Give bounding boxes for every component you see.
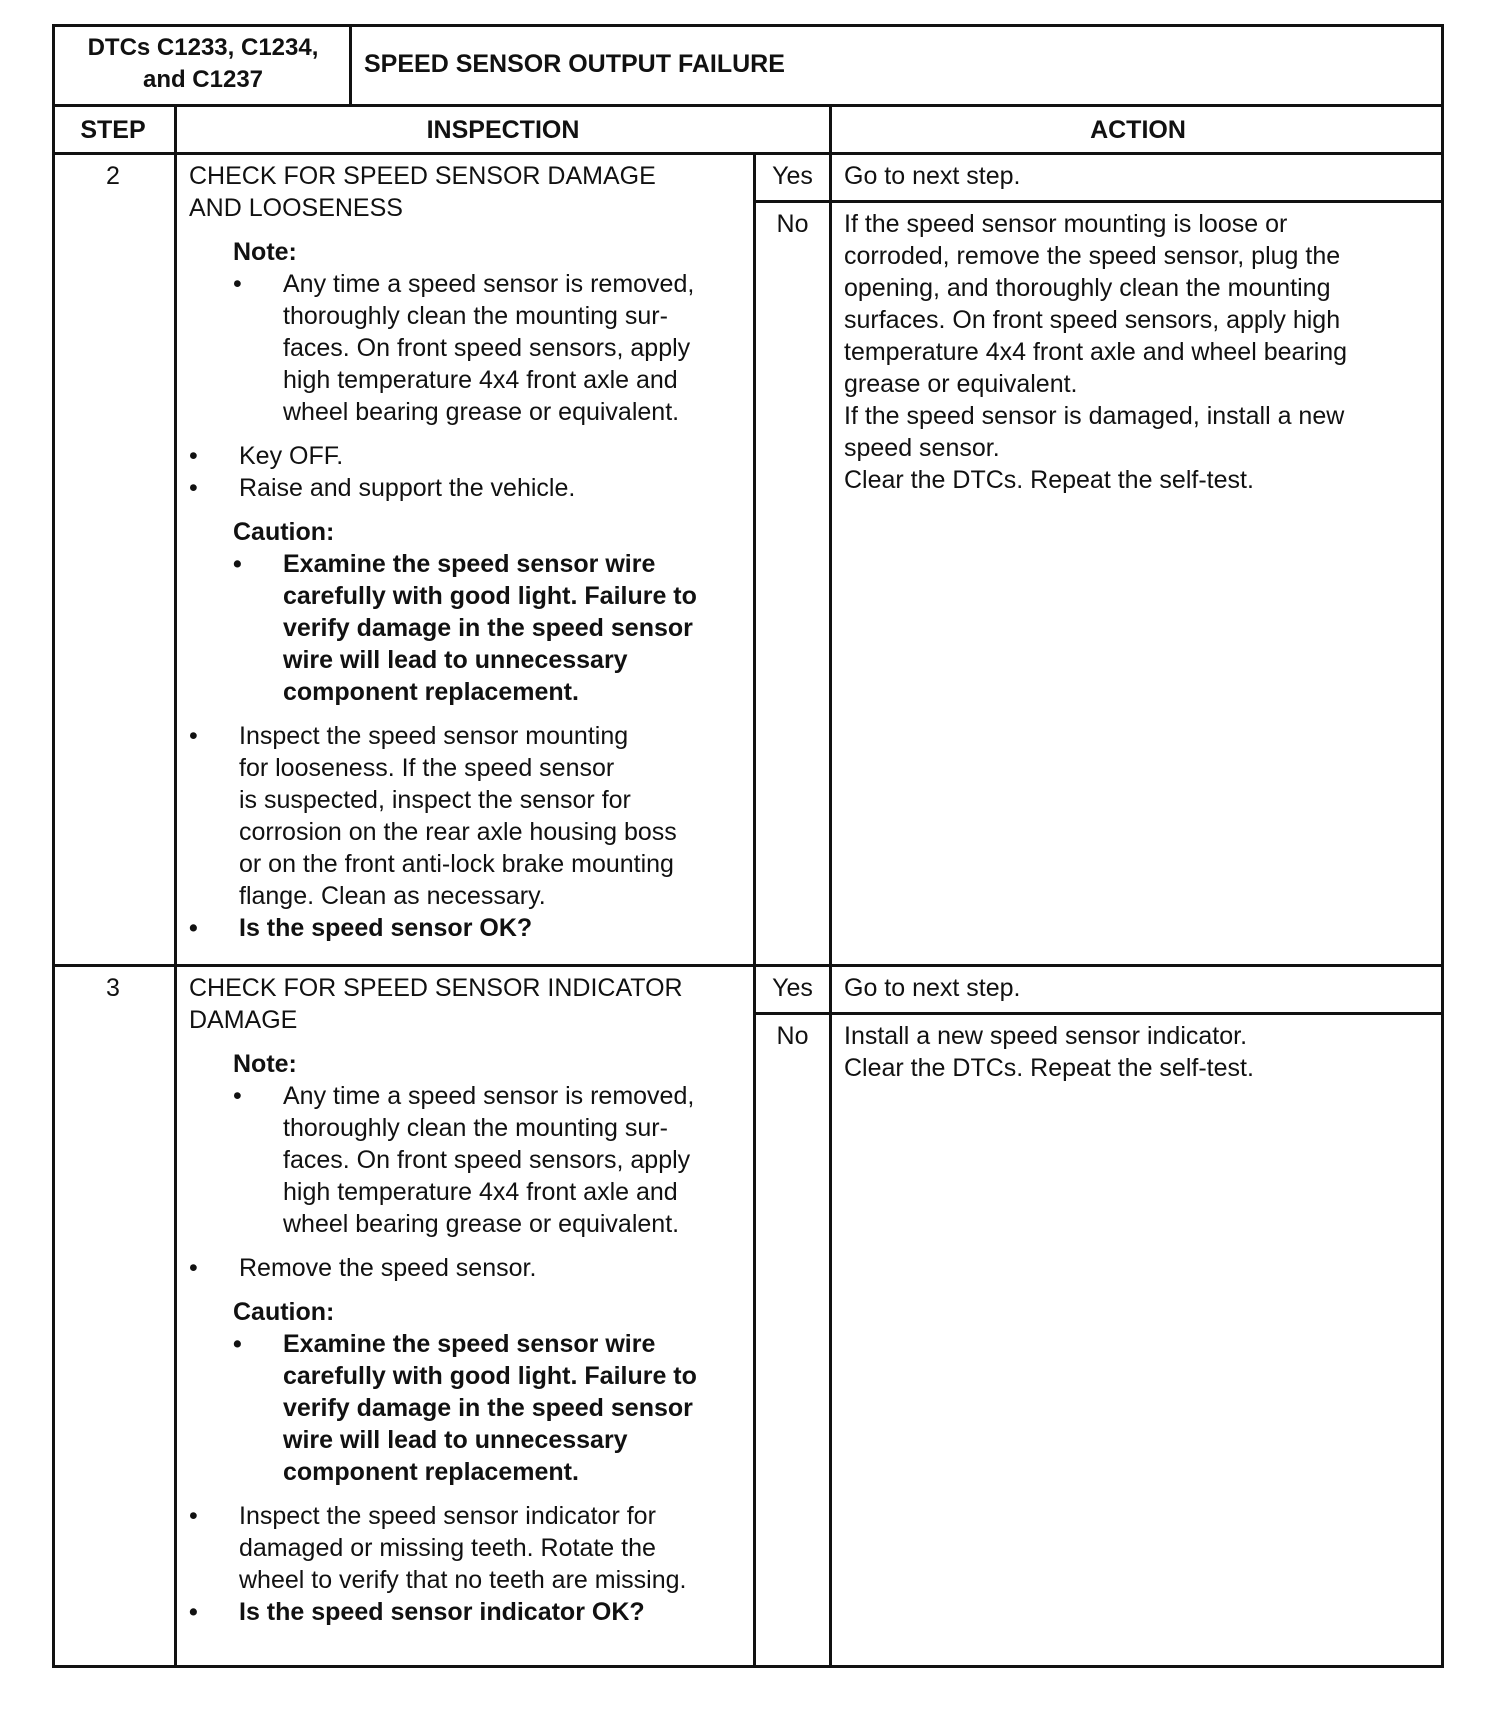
step-col-vline [174,104,177,1668]
step-heading: DAMAGE [189,1006,298,1034]
step-inspection [189,160,745,944]
note-label: Note: [233,238,297,266]
no-action: Install a new speed sensor indicator. Clear the DTCs. Repeat the self-test. [844,1022,1254,1082]
caution-label: Caution: [233,1298,335,1326]
caution-bullet: • Examine the speed sensor wire carefully with good light. Failure to verify damage in the speed sensor wire will lead to unnecessary component replacement. [233,548,745,708]
question: • Is the speed sensor OK? [189,912,745,944]
dtc-codes-line2: and C1237 [142,66,264,93]
column-header-action: ACTION [1090,116,1186,144]
list-item: • Key OFF. [189,440,745,472]
table-title: SPEED SENSOR OUTPUT FAILURE [364,50,785,78]
list-item: • Inspect the speed sensor mounting for looseness. If the speed sensor is suspected, inspect the sensor for corrosion on the rear axle housing boss or on the front anti-lock brake mounting flange. Clean as necessary. [189,720,745,912]
step-heading: CHECK FOR SPEED SENSOR INDICATOR [189,974,683,1002]
note-bullet: • Any time a speed sensor is removed, thoroughly clean the mounting sur- faces. On front speed sensors, apply high temperature 4x4 front axle and wheel bearing grease or equivalent. [233,1080,745,1240]
yesno-col-vline [753,152,756,1668]
row-divider [52,964,1444,967]
yes-label: Yes [772,162,813,190]
caution-label: Caution: [233,518,335,546]
dtc-codes-line1: DTCs C1233, C1234, [87,34,319,61]
step3-yes-no-divider [753,1012,1444,1015]
no-action: If the speed sensor mounting is loose or corroded, remove the speed sensor, plug the opening, and thoroughly clean the mounting surfaces. On front speed sensors, apply high temperature 4x4 front axle and wheel bearing grease or equivalent. If the speed sensor is damaged, install a new speed sensor. Clear the DTCs. Repeat the self-test. [844,210,1348,494]
yes-action: Go to next step. [844,162,1021,190]
note-label: Note: [233,1050,297,1078]
caution-bullet: • Examine the speed sensor wire carefully with good light. Failure to verify damage in the speed sensor wire will lead to unnecessary component replacement. [233,1328,745,1488]
no-label: No [776,210,809,238]
column-header-inspection: INSPECTION [426,116,580,144]
dtc-codes [58,32,348,96]
step-inspection [189,972,745,1628]
step-heading: CHECK FOR SPEED SENSOR DAMAGE [189,162,656,190]
no-label: No [776,1022,809,1050]
yes-label: Yes [772,974,813,1002]
note-bullet: • Any time a speed sensor is removed, thoroughly clean the mounting sur- faces. On front speed sensors, apply high temperature 4x4 front axle and wheel bearing grease or equivalent. [233,268,745,428]
yes-action: Go to next step. [844,974,1021,1002]
action-col-vline [829,104,832,1668]
list-item: • Inspect the speed sensor indicator for damaged or missing teeth. Rotate the wheel to verify that no teeth are missing. [189,1500,745,1596]
question: • Is the speed sensor indicator OK? [189,1596,745,1628]
header-vline [349,24,352,104]
column-header-step: STEP [80,116,146,144]
list-item: • Remove the speed sensor. [189,1252,745,1284]
step-number: 3 [106,974,120,1002]
step2-yes-no-divider [753,200,1444,203]
step-heading: AND LOOSENESS [189,194,403,222]
column-header-divider [52,152,1444,155]
list-item: • Raise and support the vehicle. [189,472,745,504]
header-divider [52,104,1444,107]
step-number: 2 [106,162,120,190]
